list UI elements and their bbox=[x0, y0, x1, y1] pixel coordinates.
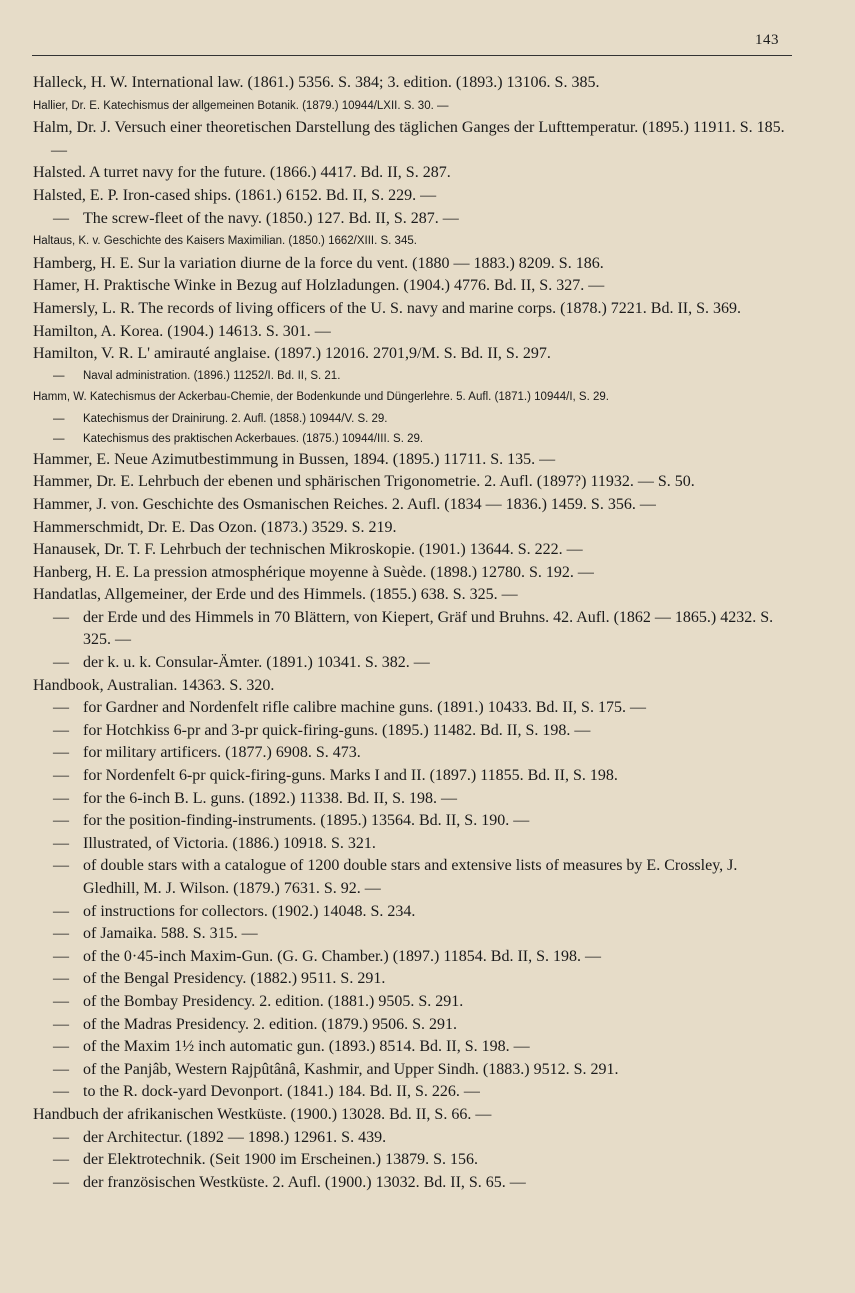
index-entry: Handbook, Australian. 14363. S. 320. bbox=[33, 676, 275, 694]
index-subentry: — of the Madras Presidency. 2. edition. (1879.) 9506. S. 291. bbox=[53, 1015, 458, 1033]
index-entry: Hamilton, V. R. L' amirauté anglaise. (1897.) 12016. 2701,9/M. S. Bd. II, S. 297. bbox=[33, 345, 551, 363]
index-entry: Hamm, W. Katechismus der Ackerbau-Chemie, der Bodenkunde und Düngerlehre. 5. Aufl. (1871.) 10944/I, S. 29. bbox=[33, 390, 609, 403]
index-subentry: — for the 6-inch B. L. guns. (1892.) 11338. Bd. II, S. 198. — bbox=[53, 789, 458, 807]
index-entry: Handbuch der afrikanischen Westküste. (1900.) 13028. Bd. II, S. 66. — bbox=[33, 1105, 492, 1123]
index-entry: Hamberg, H. E. Sur la variation diurne de la force du vent. (1880 — 1883.) 8209. S. 186. bbox=[33, 254, 604, 272]
index-subentry: — der französischen Westküste. 2. Aufl. (1900.) 13032. Bd. II, S. 65. — bbox=[53, 1173, 526, 1191]
index-entry: Hamer, H. Praktische Winke in Bezug auf Holzladungen. (1904.) 4776. Bd. II, S. 327. — bbox=[33, 277, 605, 295]
index-entry: Handatlas, Allgemeiner, der Erde und des Himmels. (1855.) 638. S. 325. — bbox=[33, 586, 518, 604]
index-entry: Haltaus, K. v. Geschichte des Kaisers Maximilian. (1850.) 1662/XIII. S. 345. bbox=[33, 235, 417, 248]
index-entry: Halleck, H. W. International law. (1861.) 5356. S. 384; 3. edition. (1893.) 13106. S. 385. bbox=[33, 74, 600, 91]
index-entry: Hanausek, Dr. T. F. Lehrbuch der technischen Mikroskopie. (1901.) 13644. S. 222. — bbox=[33, 541, 583, 559]
index-entry: Hammer, Dr. E. Lehrbuch der ebenen und sphärischen Trigonometrie. 2. Aufl. (1897?) 11932. — S. 50. bbox=[33, 473, 695, 491]
index-subentry: — of the 0·45-inch Maxim-Gun. (G. G. Chamber.) (1897.) 11854. Bd. II, S. 198. — bbox=[53, 947, 601, 965]
index-subentry: — der Elektrotechnik. (Seit 1900 im Erscheinen.) 13879. S. 156. bbox=[53, 1151, 479, 1169]
index-subentry: — Katechismus der Drainirung. 2. Aufl. (1858.) 10944/V. S. 29. bbox=[53, 412, 388, 425]
index-entry: Hallier, Dr. E. Katechismus der allgemeinen Botanik. (1879.) 10944/LXII. S. 30. — bbox=[33, 99, 449, 112]
index-subentry: — der k. u. k. Consular-Ämter. (1891.) 10341. S. 382. — bbox=[53, 654, 430, 672]
index-entry: Halsted, E. P. Iron-cased ships. (1861.) 6152. Bd. II, S. 229. — bbox=[33, 186, 437, 204]
index-subentry: — of the Maxim 1½ inch automatic gun. (1893.) 8514. Bd. II, S. 198. — bbox=[53, 1038, 530, 1056]
index-entry: Hamilton, A. Korea. (1904.) 14613. S. 301. — bbox=[33, 322, 331, 340]
index-entry: Hanberg, H. E. La pression atmosphérique moyenne à Suède. (1898.) 12780. S. 192. — bbox=[33, 563, 594, 581]
page-number: 143 bbox=[755, 32, 779, 48]
index-entry: Hammer, J. von. Geschichte des Osmanischen Reiches. 2. Aufl. (1834 — 1836.) 1459. S. 356. — bbox=[33, 495, 656, 513]
index-subentry: — for Nordenfelt 6-pr quick-firing-guns. Marks I and II. (1897.) 11855. Bd. II, S. 198. bbox=[53, 767, 618, 785]
header-rule bbox=[32, 55, 792, 56]
index-entry: Hammerschmidt, Dr. E. Das Ozon. (1873.) 3529. S. 219. bbox=[33, 518, 397, 536]
index-subentry: — der Erde und des Himmels in 70 Blättern, von Kiepert, Gräf und Bruhns. 42. Aufl. (1862 — 1865.) 4232. S. 325. — bbox=[53, 608, 774, 649]
index-subentry: — of the Bombay Presidency. 2. edition. (1881.) 9505. S. 291. bbox=[53, 992, 464, 1010]
index-entry: Halm, Dr. J. Versuch einer theoretischen Darstellung des täglichen Ganges der Lufttemperatur. (1895.) 11911. S. 185. — bbox=[33, 119, 785, 159]
index-subentry: — Naval administration. (1896.) 11252/I. Bd. II, S. 21. bbox=[53, 369, 341, 382]
index-subentry: — of double stars with a catalogue of 1200 double stars and extensive lists of measures by E. Crossley, J. Gledhill, M. J. Wilson. (1879.) 7631. S. 92. — bbox=[53, 857, 738, 897]
index-subentry: — for Hotchkiss 6-pr and 3-pr quick-firing-guns. (1895.) 11482. Bd. II, S. 198. — bbox=[53, 721, 591, 739]
index-subentry: — Illustrated, of Victoria. (1886.) 10918. S. 321. bbox=[53, 834, 376, 852]
index-subentry: — to the R. dock-yard Devonport. (1841.) 184. Bd. II, S. 226. — bbox=[53, 1083, 480, 1101]
index-subentry: — of instructions for collectors. (1902.) 14048. S. 234. bbox=[53, 902, 416, 920]
index-subentry: — der Architectur. (1892 — 1898.) 12961. S. 439. bbox=[53, 1128, 387, 1146]
index-subentry: — for Gardner and Nordenfelt rifle calibre machine guns. (1891.) 10433. Bd. II, S. 175. — bbox=[53, 699, 646, 717]
index-subentry: — The screw-fleet of the navy. (1850.) 127. Bd. II, S. 287. — bbox=[53, 209, 459, 227]
index-subentry: — of the Panjâb, Western Rajpûtânâ, Kashmir, and Upper Sindh. (1883.) 9512. S. 291. bbox=[53, 1060, 619, 1078]
index-subentry: — for the position-finding-instruments. (1895.) 13564. Bd. II, S. 190. — bbox=[53, 812, 530, 830]
index-entry: Halsted. A turret navy for the future. (1866.) 4417. Bd. II, S. 287. bbox=[33, 164, 451, 182]
index-entry: Hammer, E. Neue Azimutbestimmung in Bussen, 1894. (1895.) 11711. S. 135. — bbox=[33, 450, 556, 468]
index-subentry: — for military artificers. (1877.) 6908. S. 473. bbox=[53, 744, 361, 762]
index-subentry: — Katechismus des praktischen Ackerbaues. (1875.) 10944/III. S. 29. bbox=[53, 432, 424, 445]
index-subentry: — of the Bengal Presidency. (1882.) 9511. S. 291. bbox=[53, 970, 386, 988]
index-entries bbox=[33, 72, 793, 1194]
index-subentry: — of Jamaika. 588. S. 315. — bbox=[53, 925, 258, 943]
index-entry: Hamersly, L. R. The records of living officers of the U. S. navy and marine corps. (1878.) 7221. Bd. II, S. 369. bbox=[33, 299, 742, 317]
